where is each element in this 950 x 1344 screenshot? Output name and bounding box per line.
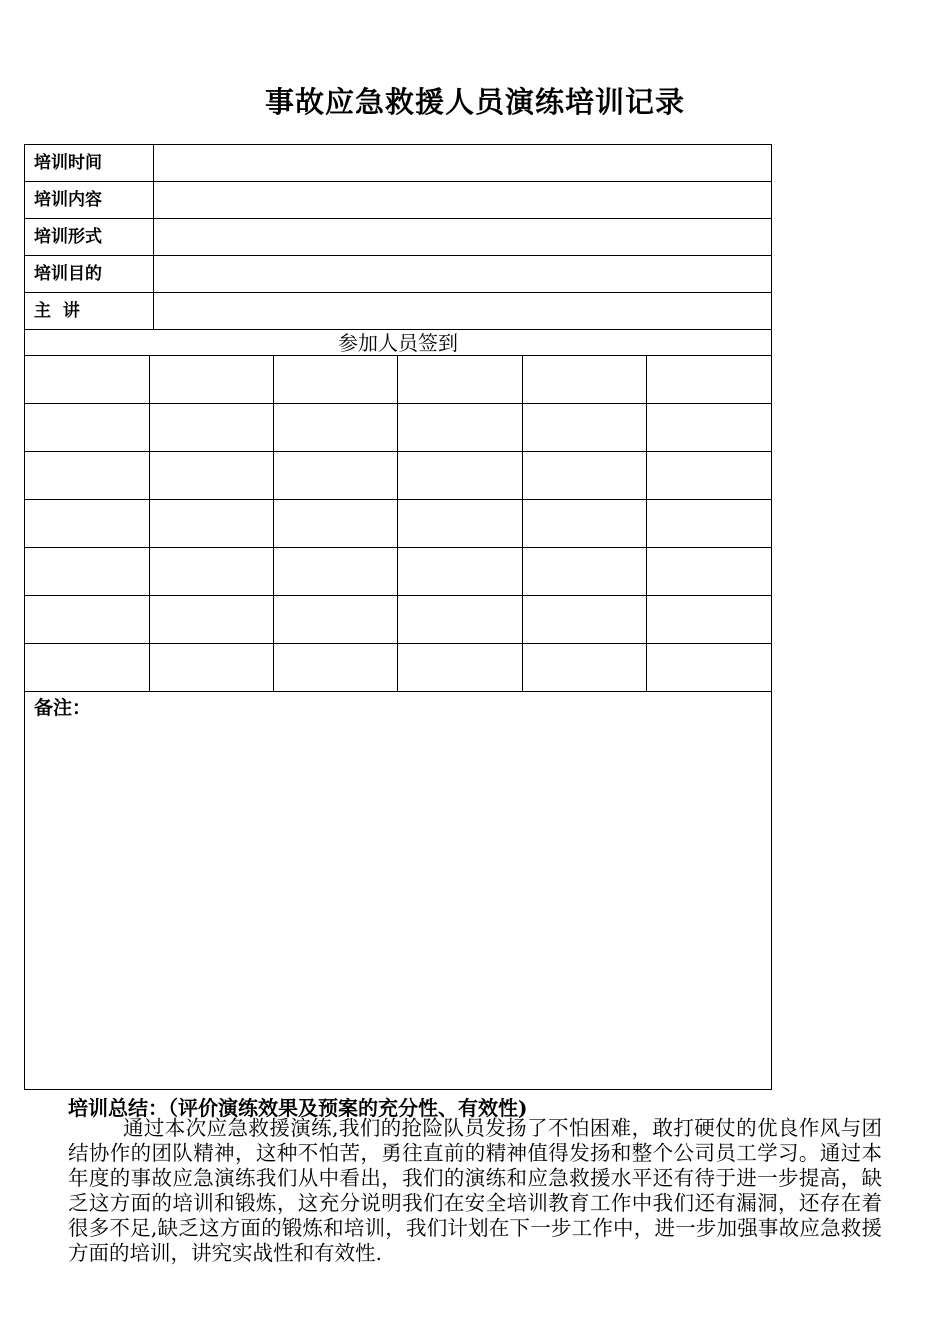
sign-in-cell[interactable] <box>150 452 274 500</box>
sign-in-cell[interactable] <box>523 356 647 404</box>
sign-in-cell[interactable] <box>25 596 150 644</box>
info-field-training-format[interactable] <box>154 219 771 255</box>
sign-in-cell[interactable] <box>274 644 398 692</box>
sign-in-cell[interactable] <box>398 644 523 692</box>
sign-in-cell[interactable] <box>274 452 398 500</box>
sign-in-cell[interactable] <box>398 356 523 404</box>
sign-in-cell[interactable] <box>150 404 274 452</box>
info-row-training-purpose <box>25 256 771 293</box>
sign-in-cell[interactable] <box>647 452 771 500</box>
document-title: 事故应急救援人员演练培训记录 <box>264 85 685 119</box>
sign-in-cell[interactable] <box>647 644 771 692</box>
info-label-training-purpose: 培训目的 <box>25 256 154 292</box>
info-row-lecturer <box>25 293 771 330</box>
sign-in-cell[interactable] <box>523 452 647 500</box>
info-field-lecturer[interactable] <box>154 293 771 329</box>
sign-in-cell[interactable] <box>274 548 398 596</box>
sign-in-cell[interactable] <box>398 548 523 596</box>
sign-in-cell[interactable] <box>398 596 523 644</box>
sign-in-header: 参加人员签到 <box>338 331 458 355</box>
info-field-training-content[interactable] <box>154 182 771 218</box>
info-field-training-time[interactable] <box>154 145 771 181</box>
sign-in-cell[interactable] <box>274 356 398 404</box>
info-label-training-format: 培训形式 <box>25 219 154 255</box>
sign-in-header-row <box>25 330 771 356</box>
sign-in-cell[interactable] <box>523 500 647 548</box>
remarks-field[interactable] <box>25 725 771 1085</box>
sign-in-cell[interactable] <box>25 644 150 692</box>
sign-in-cell[interactable] <box>398 500 523 548</box>
sign-in-cell[interactable] <box>25 548 150 596</box>
sign-in-cell[interactable] <box>647 548 771 596</box>
sign-in-cell[interactable] <box>25 452 150 500</box>
sign-in-cell[interactable] <box>25 500 150 548</box>
sign-in-cell[interactable] <box>398 452 523 500</box>
remarks-label: 备注： <box>34 697 92 719</box>
info-row-training-format <box>25 219 771 256</box>
sign-in-cell[interactable] <box>25 404 150 452</box>
info-label-training-time: 培训时间 <box>25 145 154 181</box>
sign-in-cell[interactable] <box>398 404 523 452</box>
summary-body: 通过本次应急救援演练,我们的抢险队员发扬了不怕困难，敢打硬仗的优良作风与团结协作的团队精神，这种不怕苦，勇往直前的精神值得发扬和整个公司员工学习。通过本年度的事故应急演练我们从中看出，我们的演练和应急救援水平还有待于进一步提高，缺乏这方面的培训和锻炼，这充分说明我们在安全培训教育工作中我们还有漏洞，还存在着很多不足,缺乏这方面的锻炼和培训，我们计划在下一步工作中，进一步加强事故应急救援方面的培训，讲究实战性和有效性. <box>68 1116 882 1265</box>
sign-in-cell[interactable] <box>647 500 771 548</box>
sign-in-cell[interactable] <box>150 644 274 692</box>
sign-in-cell[interactable] <box>647 404 771 452</box>
sign-in-cell[interactable] <box>647 356 771 404</box>
sign-in-cell[interactable] <box>150 356 274 404</box>
sign-in-cell[interactable] <box>25 356 150 404</box>
info-row-training-time <box>25 145 771 182</box>
summary-heading: 培训总结：（评价演练效果及预案的充分性、有效性) <box>68 1096 528 1120</box>
sign-in-cell[interactable] <box>150 596 274 644</box>
info-row-training-content <box>25 182 771 219</box>
training-record-form <box>24 144 772 1090</box>
sign-in-cell[interactable] <box>150 500 274 548</box>
sign-in-cell[interactable] <box>150 548 274 596</box>
sign-in-cell[interactable] <box>523 596 647 644</box>
info-field-training-purpose[interactable] <box>154 256 771 292</box>
sign-in-cell[interactable] <box>274 596 398 644</box>
info-label-training-content: 培训内容 <box>25 182 154 218</box>
info-label-lecturer: 主 讲 <box>25 293 154 329</box>
sign-in-cell[interactable] <box>523 404 647 452</box>
sign-in-cell[interactable] <box>647 596 771 644</box>
sign-in-cell[interactable] <box>523 548 647 596</box>
sign-in-cell[interactable] <box>523 644 647 692</box>
sign-in-cell[interactable] <box>274 500 398 548</box>
sign-in-cell[interactable] <box>274 404 398 452</box>
